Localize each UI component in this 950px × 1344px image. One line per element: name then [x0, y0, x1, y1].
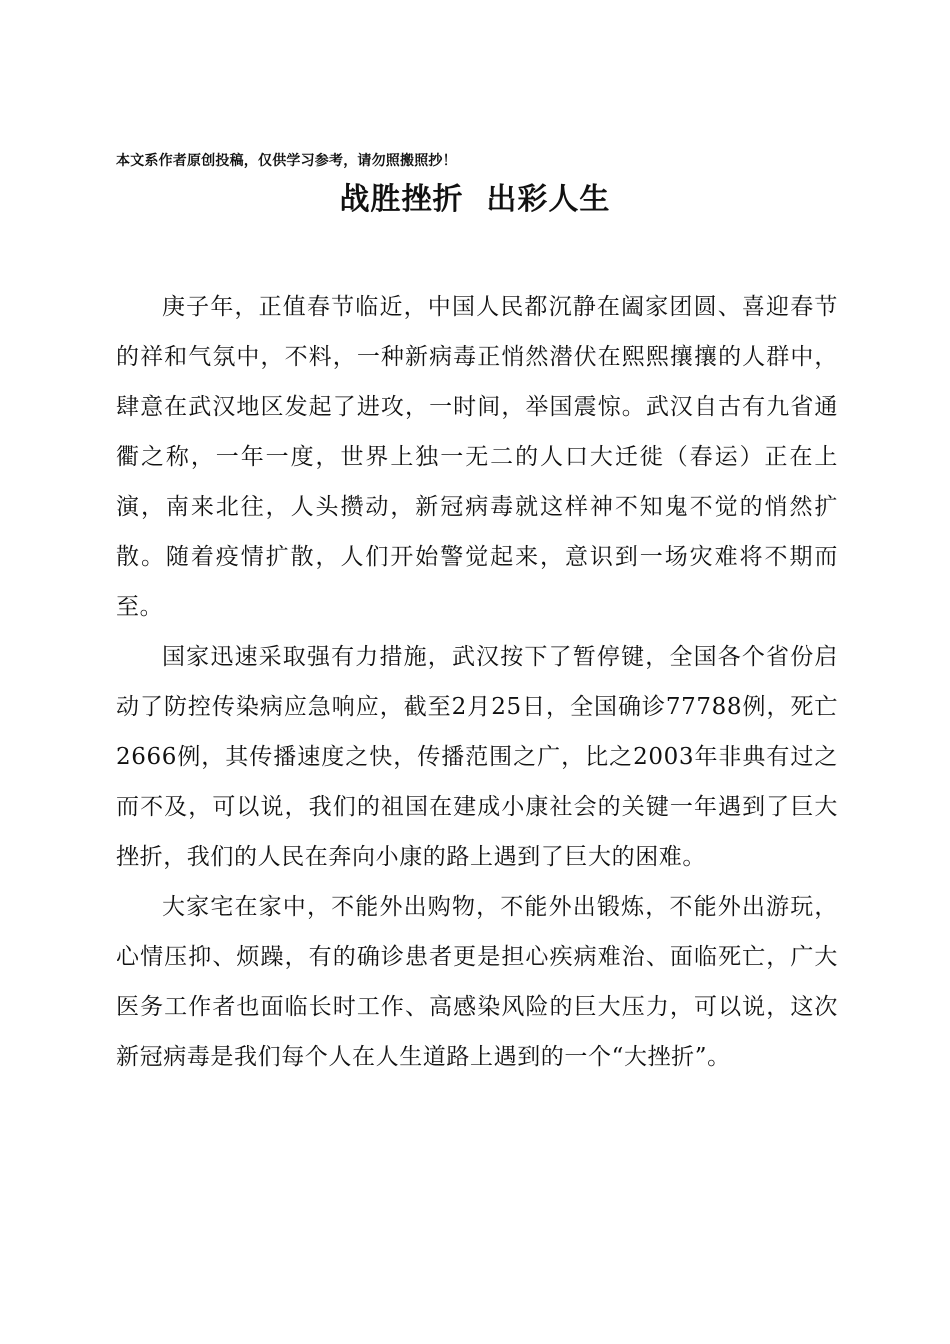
- paragraph-1: 庚子年，正值春节临近，中国人民都沉静在阖家团圆、喜迎春节的祥和气氛中，不料，一种新病毒正悄然潜伏在熙熙攘攘的人群中，肆意在武汉地区发起了进攻，一时间，举国震惊。武汉自古有九省通衢之称，一年一度，世界上独一无二的人口大迁徙（春运）正在上演，南来北往，人头攒动，新冠病毒就这样神不知鬼不觉的悄然扩散。随着疫情扩散，人们开始警觉起来，意识到一场灾难将不期而至。: [116, 294, 838, 620]
- copyright-notice: 本文系作者原创投稿，仅供学习参考，请勿照搬照抄！: [116, 153, 457, 169]
- document-body: [116, 282, 838, 1082]
- paragraph-2: 国家迅速采取强有力措施，武汉按下了暂停键，全国各个省份启动了防控传染病应急响应，截至2月25日，全国确诊77788例，死亡2666例，其传播速度之快，传播范围之广，比之2003年非典有过之而不及，可以说，我们的祖国在建成小康社会的关键一年遇到了巨大挫折，我们的人民在奔向小康的路上遇到了巨大的困难。: [116, 644, 838, 870]
- paragraph-3: 大家宅在家中，不能外出购物，不能外出锻炼，不能外出游玩，心情压抑、烦躁，有的确诊患者更是担心疾病难治、面临死亡，广大医务工作者也面临长时工作、高感染风险的巨大压力，可以说，这次新冠病毒是我们每个人在人生道路上遇到的一个“大挫折”。: [116, 894, 838, 1070]
- document-title: 战胜挫折 出彩人生: [339, 182, 611, 217]
